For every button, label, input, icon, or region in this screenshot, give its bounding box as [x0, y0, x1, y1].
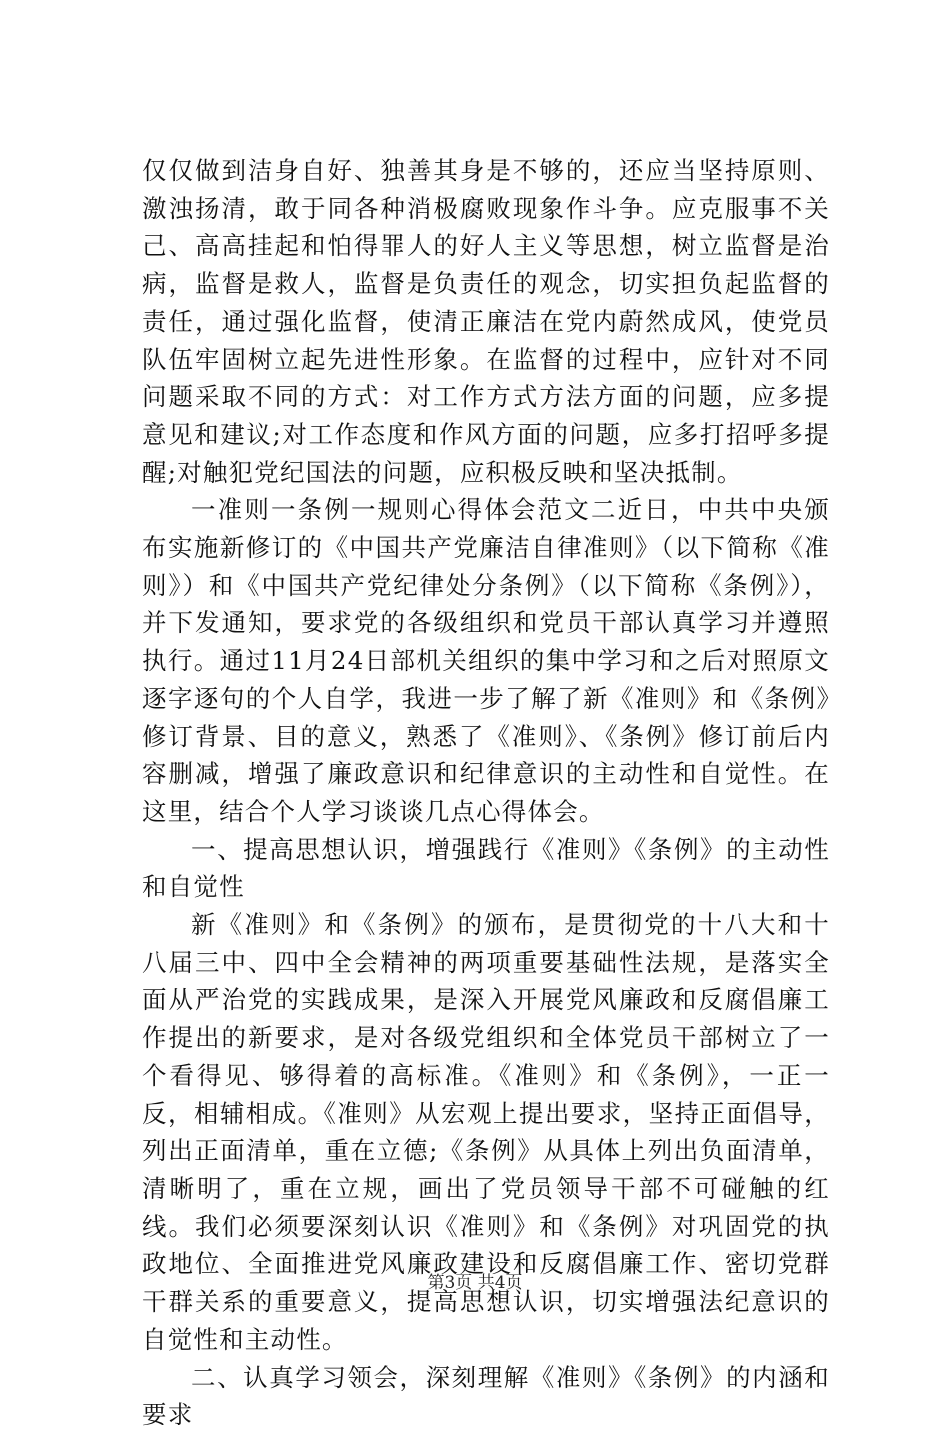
section-heading-one: 一、提高思想认识，增强践行《准则》《条例》的主动性和自觉性 [142, 834, 830, 902]
paragraph-section-one-body: 新《准则》和《条例》的颁布，是贯彻党的十八大和十八届三中、四中全会精神的两项重要基础性法规，是落实全面从严治党的实践成果，是深入开展党风廉政和反腐倡廉工作提出的新要求，是对各级党组织和全体党员干部树立了一个看得见、够得着的高标准。《准则》和《条例》，一正一反，相辅相成。《准则》从宏观上提出要求，坚持正面倡导，列出正面清单，重在立德;《条例》从具体上列出负面清单，清晰明了，重在立规，画出了党员领导干部不可碰触的红线。我们必须要深刻认识《准则》和《条例》对巩固党的执政地位、全面推进党风廉政建设和反腐倡廉工作、密切党群干群关系的重要意义，提高思想认识，切实增强法纪意识的自觉性和主动性。 [142, 910, 830, 1354]
document-body [142, 152, 830, 1434]
page-number-footer: 第3页 共4页 [427, 1273, 523, 1293]
section-heading-two: 二、认真学习领会，深刻理解《准则》《条例》的内涵和要求 [142, 1362, 830, 1430]
paragraph-continuation: 仅仅做到洁身自好、独善其身是不够的，还应当坚持原则、激浊扬清，敢于同各种消极腐败现象作斗争。应克服事不关己、高高挂起和怕得罪人的好人主义等思想，树立监督是治病，监督是救人，监督是负责任的观念，切实担负起监督的责任，通过强化监督，使清正廉洁在党内蔚然成风，使党员队伍牢固树立起先进性形象。在监督的过程中，应针对不同问题采取不同的方式：对工作方式方法方面的问题，应多提意见和建议;对工作态度和作风方面的问题，应多打招呼多提醒;对触犯党纪国法的问题，应积极反映和坚决抵制。 [142, 156, 830, 487]
paragraph-sample-two-intro: 一准则一条例一规则心得体会范文二近日，中共中央颁布实施新修订的《中国共产党廉洁自律准则》（以下简称《准则》）和《中国共产党纪律处分条例》（以下简称《条例》），并下发通知，要求党的各级组织和党员干部认真学习并遵照执行。通过11月24日部机关组织的集中学习和之后对照原文逐字逐句的个人自学，我进一步了解了新《准则》和《条例》修订背景、目的意义，熟悉了《准则》、《条例》修订前后内容删减，增强了廉政意识和纪律意识的主动性和自觉性。在这里，结合个人学习谈谈几点心得体会。 [142, 495, 830, 826]
